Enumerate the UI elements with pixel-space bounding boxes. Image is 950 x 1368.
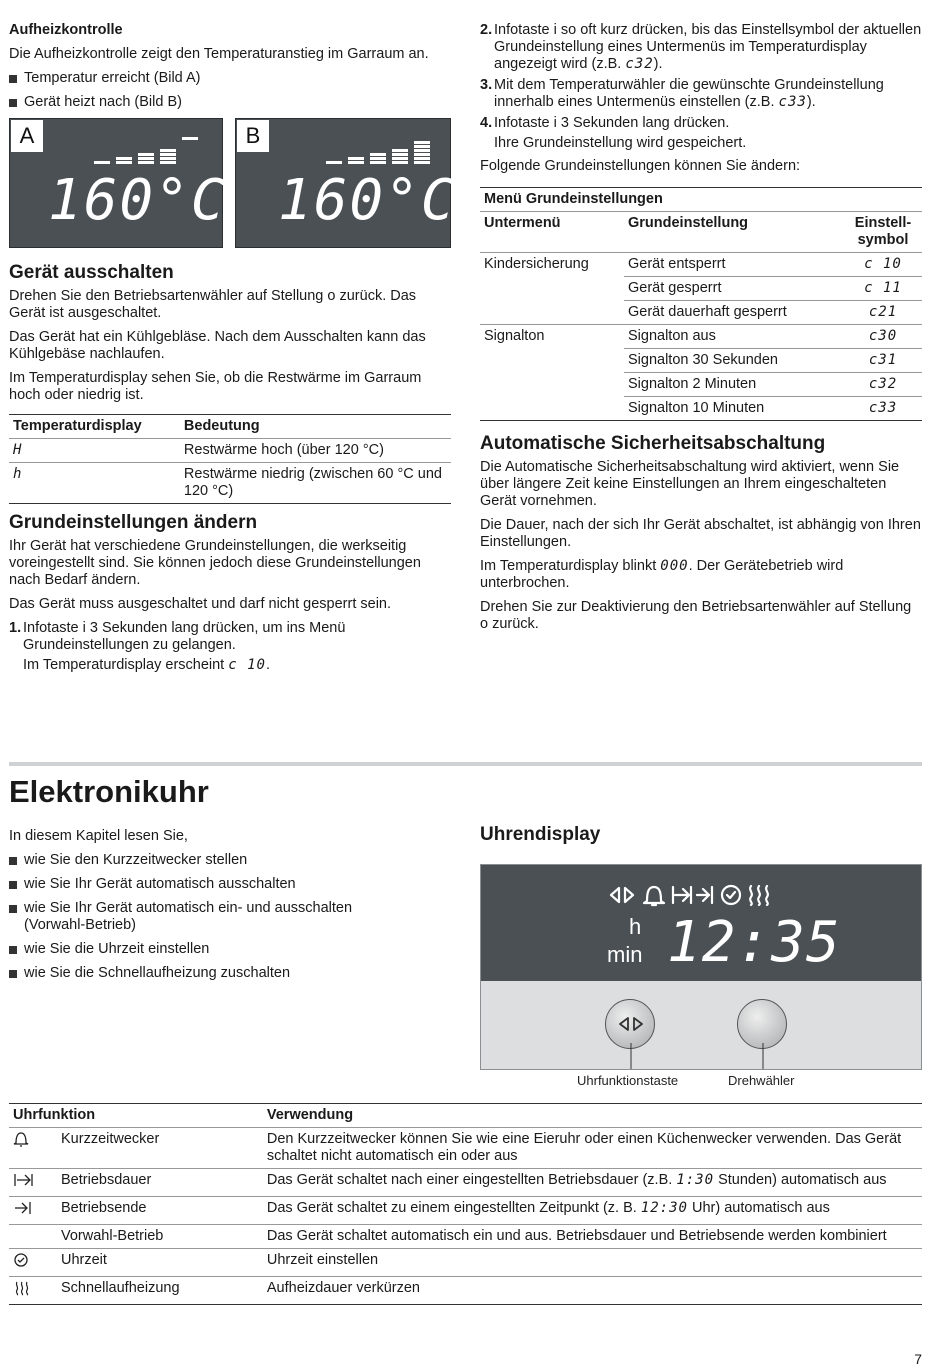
table-row: Uhrzeit Uhrzeit einstellen (9, 1249, 922, 1277)
display-b (235, 118, 457, 248)
symbol-duration: 1:30 (676, 1172, 715, 1188)
table-header: Grundeinstellung (628, 215, 749, 231)
aus-p2: Das Gerät hat ein Kühlgebläse. Nach dem Ausschalten kann das Kühlgebäse nachlaufen. (9, 329, 426, 362)
aus-p3: Im Temperaturdisplay sehen Sie, ob die Restwärme im Garraum hoch oder niedrig ist. (9, 370, 422, 403)
left-column (9, 22, 457, 678)
table-row: Signalton Signalton aus c30 (480, 325, 922, 349)
table-row: Kurzzeitwecker Den Kurzzeitwecker können Sie wie eine Eieruhr oder einen Küchenwecker verwenden. Das Gerät schaltet nicht automatisch ein oder aus (9, 1128, 922, 1169)
list-item: wie Sie den Kurzzeitwecker stellen (9, 852, 449, 869)
list-item: 2. Infotaste i so oft kurz drücken, bis das Einstellsymbol der aktuellen Grundeinstellung eines Untermenüs im Temperaturdisplay angezeigt wird (z.B. c32). (480, 22, 922, 72)
clock-icon (13, 1252, 29, 1268)
grund-title: Grundeinstellungen ändern (9, 512, 258, 533)
page-number: 7 (914, 1351, 922, 1367)
symbol-c33: c33 (778, 94, 807, 110)
list-item: Gerät heizt nach (Bild B) (9, 94, 451, 111)
folgende-text: Folgende Grundeinstellungen können Sie ändern: (480, 158, 801, 174)
restwaerme-high-icon: H (13, 442, 23, 458)
table-row: Signalton 30 Sekunden c31 (480, 349, 922, 373)
setting-symbol: c30 (868, 328, 898, 344)
rapid-heat-icon (13, 1280, 31, 1296)
heat-bars-b-icon (322, 131, 432, 171)
aufheiz-title: Aufheizkontrolle (9, 22, 123, 38)
table-header: Uhrfunktion (13, 1107, 96, 1123)
bell-icon (13, 1131, 29, 1147)
steps-list-cont (480, 22, 922, 152)
auto-p2: Die Dauer, nach der sich Ihr Gerät abschaltet, ist abhängig von Ihren Einstellungen. (480, 517, 921, 550)
caption-clock-button: Uhrfunktionstaste (577, 1073, 679, 1088)
duration-icon (13, 1172, 35, 1188)
display-a (9, 118, 227, 248)
table-row: Vorwahl-Betrieb Das Gerät schaltet automatisch ein und aus. Betriebsdauer und Betriebsende werden kombiniert (9, 1225, 922, 1249)
clock-controls (481, 981, 921, 1069)
clock-display (481, 865, 921, 981)
setting-symbol: c 10 (864, 256, 902, 272)
temperature-display-a: 160°C (48, 168, 227, 233)
grund-p2: Das Gerät muss ausgeschaltet und darf nicht gesperrt sein. (9, 596, 392, 612)
list-item: Temperatur erreicht (Bild A) (9, 70, 451, 87)
table-row: Signalton 10 Minuten c33 (480, 397, 922, 421)
setting-symbol: c31 (844, 349, 922, 373)
table-header: Einstell-symbol (854, 215, 912, 248)
restwaerme-low-icon: h (13, 466, 23, 482)
chapter-left (9, 828, 449, 989)
aufheiz-bullets (9, 70, 451, 111)
chapter-title: Elektronikuhr (9, 774, 209, 809)
bullet-icon (9, 99, 17, 107)
steps-list (9, 620, 451, 674)
uhr-title: Uhrendisplay (480, 824, 601, 845)
chapter-right (480, 824, 922, 1088)
symbol-c10: c 10 (228, 657, 266, 673)
bullet-icon (9, 970, 17, 978)
table-header: Temperaturdisplay (13, 418, 142, 434)
setting-symbol: c 11 (844, 277, 922, 301)
table-header: Untermenü (484, 215, 561, 231)
symbol-end-time: 12:30 (640, 1200, 688, 1216)
restwaerme-table (9, 414, 451, 504)
setting-symbol: c32 (844, 373, 922, 397)
caption-leader-lines (481, 981, 921, 1069)
list-item: wie Sie die Uhrzeit einstellen (9, 941, 449, 958)
right-column (480, 22, 922, 640)
bullet-icon (9, 946, 17, 954)
table-row: Gerät gesperrt c 11 (480, 277, 922, 301)
list-item: wie Sie Ihr Gerät automatisch ausschalten (9, 876, 449, 893)
table-row: Betriebsdauer Das Gerät schaltet nach einer eingestellten Betriebsdauer (z.B. 1:30 Stunden) automatisch aus (9, 1169, 922, 1197)
heat-bars-a-icon (90, 131, 200, 171)
caption-rotary-selector: Drehwähler (728, 1073, 795, 1088)
display-a-label: A (10, 119, 44, 153)
chapter-header (9, 762, 922, 810)
aufheiz-text: Die Aufheizkontrolle zeigt den Temperaturanstieg im Garraum an. (9, 46, 429, 62)
display-figures (9, 118, 457, 248)
clock-display-figure (480, 864, 922, 1088)
auto-p4: Drehen Sie zur Deaktivierung den Betriebsartenwähler auf Stellung o zurück. (480, 599, 912, 632)
clock-h-label: h (629, 914, 642, 939)
bullet-icon (9, 881, 17, 889)
table-row: Signalton 2 Minuten c32 (480, 373, 922, 397)
list-item: wie Sie Ihr Gerät automatisch ein- und ausschalten (Vorwahl-Betrieb) (9, 900, 449, 934)
list-item: 1. Infotaste i 3 Sekunden lang drücken, um ins Menü Grundeinstellungen zu gelangen. Im Temperaturdisplay erscheint c 10. (9, 620, 346, 673)
auto-title: Automatische Sicherheitsabschaltung (480, 433, 826, 454)
display-b-label: B (236, 119, 270, 153)
table-header: Verwendung (266, 1107, 354, 1123)
bullet-icon (9, 857, 17, 865)
menu-table (480, 187, 922, 421)
table-row: Gerät dauerhaft gesperrt c21 (480, 301, 922, 325)
setting-symbol: c21 (844, 301, 922, 325)
table-row: Betriebsende Das Gerät schaltet zu einem eingestellten Zeitpunkt (z. B. 12:30 Uhr) automatisch aus (9, 1197, 922, 1225)
end-time-icon (13, 1200, 33, 1216)
menu-table-title: Menü Grundeinstellungen (484, 191, 663, 207)
chapter-intro: In diesem Kapitel lesen Sie, (9, 828, 188, 844)
clock-time-display: 12:35 (667, 910, 841, 975)
bullet-icon (9, 905, 17, 913)
clock-functions-table (9, 1103, 922, 1305)
symbol-000: 000 (660, 558, 689, 574)
setting-symbol: c33 (844, 397, 922, 421)
table-header: Bedeutung (183, 418, 260, 434)
clock-function-icons (609, 881, 779, 909)
aus-p1: Drehen Sie den Betriebsartenwähler auf Stellung o zurück. Das Gerät ist ausgeschaltet. (9, 288, 417, 321)
grund-p1: Ihr Gerät hat verschiedene Grundeinstellungen, die werkseitig voreingestellt sind. Sie können jedoch diese Grundeinstellungen nach Bedarf ändern. (9, 538, 421, 588)
list-item: 3. Mit dem Temperaturwähler die gewünschte Grundeinstellung innerhalb eines Untermenüs einstellen (z.B. c33). (480, 77, 884, 110)
table-row: H Restwärme hoch (über 120 °C) (9, 439, 451, 463)
temperature-display-b: 160°C (278, 168, 457, 233)
clock-min-label: min (607, 942, 643, 967)
chapter-bullets (9, 852, 449, 982)
list-item: wie Sie die Schnellaufheizung zuschalten (9, 965, 449, 982)
auto-p3: Im Temperaturdisplay blinkt 000. Der Gerätebetrieb wird unterbrochen. (480, 558, 844, 591)
table-row: Schnellaufheizung Aufheizdauer verkürzen (9, 1277, 922, 1305)
table-row: Kindersicherung Gerät entsperrt c 10 (480, 253, 922, 277)
aus-title: Gerät ausschalten (9, 262, 174, 283)
table-row: h Restwärme niedrig (zwischen 60 °C und 120 °C) (9, 463, 451, 504)
symbol-c32: c32 (625, 56, 654, 72)
bullet-icon (9, 75, 17, 83)
list-item: 4. Infotaste i 3 Sekunden lang drücken. Ihre Grundeinstellung wird gespeichert. (480, 115, 747, 151)
auto-p1: Die Automatische Sicherheitsabschaltung wird aktiviert, wenn Sie über längere Zeit keine Einstellungen an Ihrem eingeschalteten Gerät vornehmen. (480, 459, 900, 509)
